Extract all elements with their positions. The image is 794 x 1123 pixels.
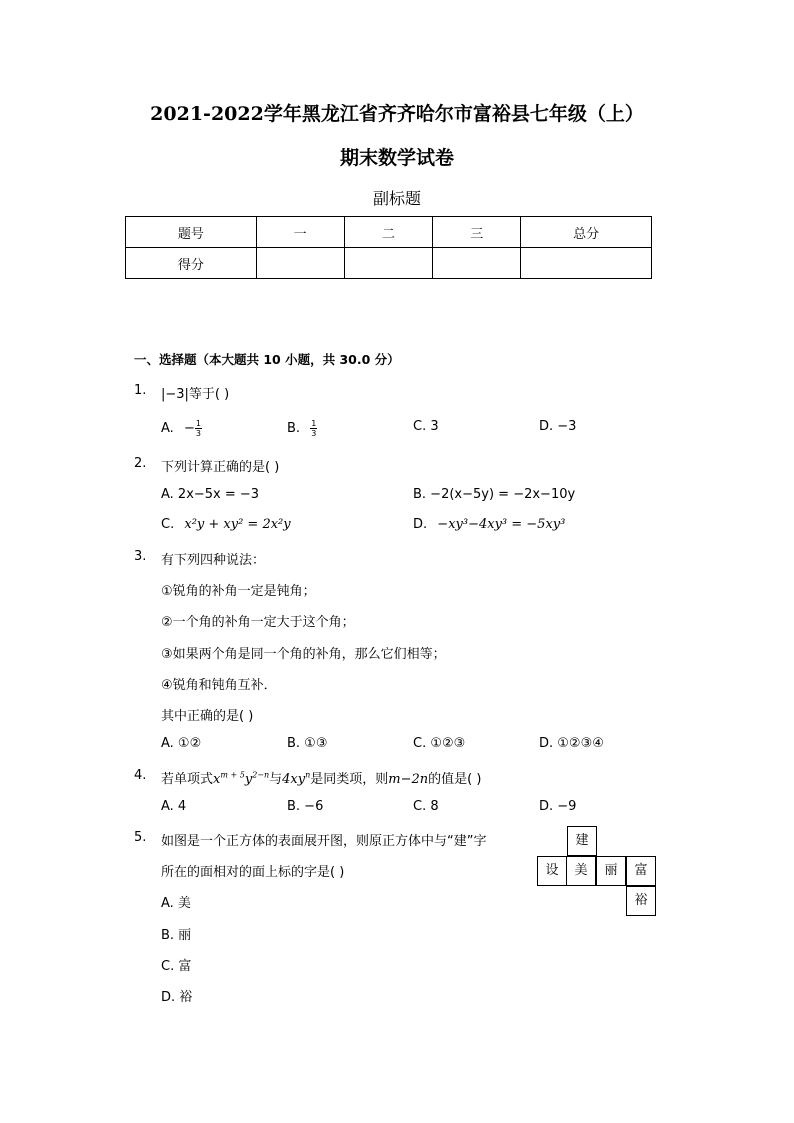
score-cell: 一: [256, 217, 344, 248]
numerator: 1: [311, 419, 317, 428]
subtitle: 副标题: [372, 189, 421, 208]
option-b[interactable]: B. −6: [287, 799, 324, 814]
score-table: [125, 216, 652, 279]
statement-2: ②一个角的补角一定大于这个角；: [161, 615, 355, 630]
option-c[interactable]: [161, 517, 291, 532]
option-a[interactable]: A. 美: [161, 896, 191, 911]
monomial-base: 4xy: [282, 772, 306, 787]
monomial-exponent: m + 5: [220, 770, 245, 780]
section-heading: 一、选择题（本大题共 10 小题，共 30.0 分）: [134, 352, 400, 367]
option-label: C.: [161, 517, 175, 532]
denominator: 3: [195, 429, 201, 438]
net-face-middle-1: 美: [566, 856, 596, 886]
question-stem: 下列计算正确的是( ): [161, 460, 280, 475]
statement-4: ④锐角和钝角互补．: [161, 678, 277, 693]
monomial-base: x: [213, 772, 221, 787]
monomial-base: y: [244, 772, 253, 787]
option-c[interactable]: C. 富: [161, 959, 192, 974]
question-stem: [161, 768, 481, 787]
net-face-bottom: 裕: [626, 886, 656, 916]
statement-3: ③如果两个角是同一个角的补角，那么它们相等；: [161, 647, 446, 662]
option-b[interactable]: B. ①③: [287, 736, 328, 751]
score-table-score-row: [126, 248, 652, 279]
option-label: B.: [287, 421, 301, 436]
option-c[interactable]: C. ①②③: [413, 736, 466, 751]
expression: m−2n: [388, 772, 429, 787]
stem-text: 与: [269, 772, 283, 787]
numerator: 1: [195, 419, 201, 428]
exam-title-line1: 2021-2022学年黑龙江省齐齐哈尔市富裕县七年级（上）: [150, 103, 644, 125]
option-a[interactable]: A. ①②: [161, 736, 202, 751]
question-stem-line1: 如图是一个正方体的表面展开图，则原正方体中与“建”字: [161, 834, 487, 849]
question-number: 4.: [134, 768, 147, 783]
option-b[interactable]: B. 丽: [161, 928, 192, 943]
stem-text: 若单项式: [161, 772, 214, 787]
option-b[interactable]: [287, 419, 317, 438]
option-label: D.: [413, 517, 428, 532]
option-d[interactable]: D. 裕: [161, 990, 193, 1005]
score-input-cell[interactable]: [521, 248, 652, 279]
score-cell: 总分: [521, 217, 652, 248]
exam-title-line2: 期末数学试卷: [339, 147, 454, 169]
score-cell: 得分: [126, 248, 257, 279]
net-face-middle-2: 丽: [596, 856, 626, 886]
option-a[interactable]: A. 4: [161, 799, 187, 814]
stem-text: 是同类项，则: [310, 772, 389, 787]
option-d[interactable]: D. ①②③④: [539, 736, 604, 751]
option-c[interactable]: C. 3: [413, 419, 439, 434]
option-d[interactable]: [413, 517, 565, 532]
option-a[interactable]: [161, 419, 202, 438]
statement-1: ①锐角的补角一定是钝角；: [161, 584, 316, 599]
question-number: 5.: [134, 830, 147, 845]
option-d[interactable]: D. −9: [539, 799, 577, 814]
option-formula: −xy³−4xy³ = −5xy³: [437, 517, 566, 532]
score-input-cell[interactable]: [433, 248, 521, 279]
question-ask: 其中正确的是( ): [161, 709, 254, 724]
question-stem: |−3|等于( ): [161, 387, 230, 402]
fraction: [310, 419, 317, 438]
score-input-cell[interactable]: [344, 248, 433, 279]
option-formula: x²y + xy² = 2x²y: [184, 517, 291, 532]
monomial-exponent: n: [305, 770, 311, 780]
score-cell: 二: [344, 217, 433, 248]
denominator: 3: [311, 429, 317, 438]
option-a[interactable]: A. 2x−5x = −3: [161, 487, 260, 502]
fraction: [195, 419, 202, 438]
net-face-top: 建: [567, 826, 597, 856]
score-cell: 题号: [126, 217, 257, 248]
option-c[interactable]: C. 8: [413, 799, 439, 814]
question-number: 2.: [134, 456, 147, 471]
question-stem-line2: 所在的面相对的面上标的字是( ): [161, 865, 345, 880]
net-face-right: 富: [626, 856, 656, 886]
monomial-exponent: 2−n: [252, 770, 270, 780]
question-number: 3.: [134, 549, 147, 564]
score-table-header-row: [126, 217, 652, 248]
question-stem: 有下列四种说法：: [161, 553, 266, 568]
net-face-left: 设: [537, 856, 567, 886]
option-b[interactable]: B. −2(x−5y) = −2x−10y: [413, 487, 576, 502]
question-number: 1.: [134, 383, 147, 398]
option-d[interactable]: D. −3: [539, 419, 577, 434]
score-input-cell[interactable]: [256, 248, 344, 279]
option-label: A.: [161, 421, 174, 436]
minus-sign: −: [183, 421, 195, 436]
score-cell: 三: [433, 217, 521, 248]
stem-text: 的值是( ): [428, 772, 482, 787]
